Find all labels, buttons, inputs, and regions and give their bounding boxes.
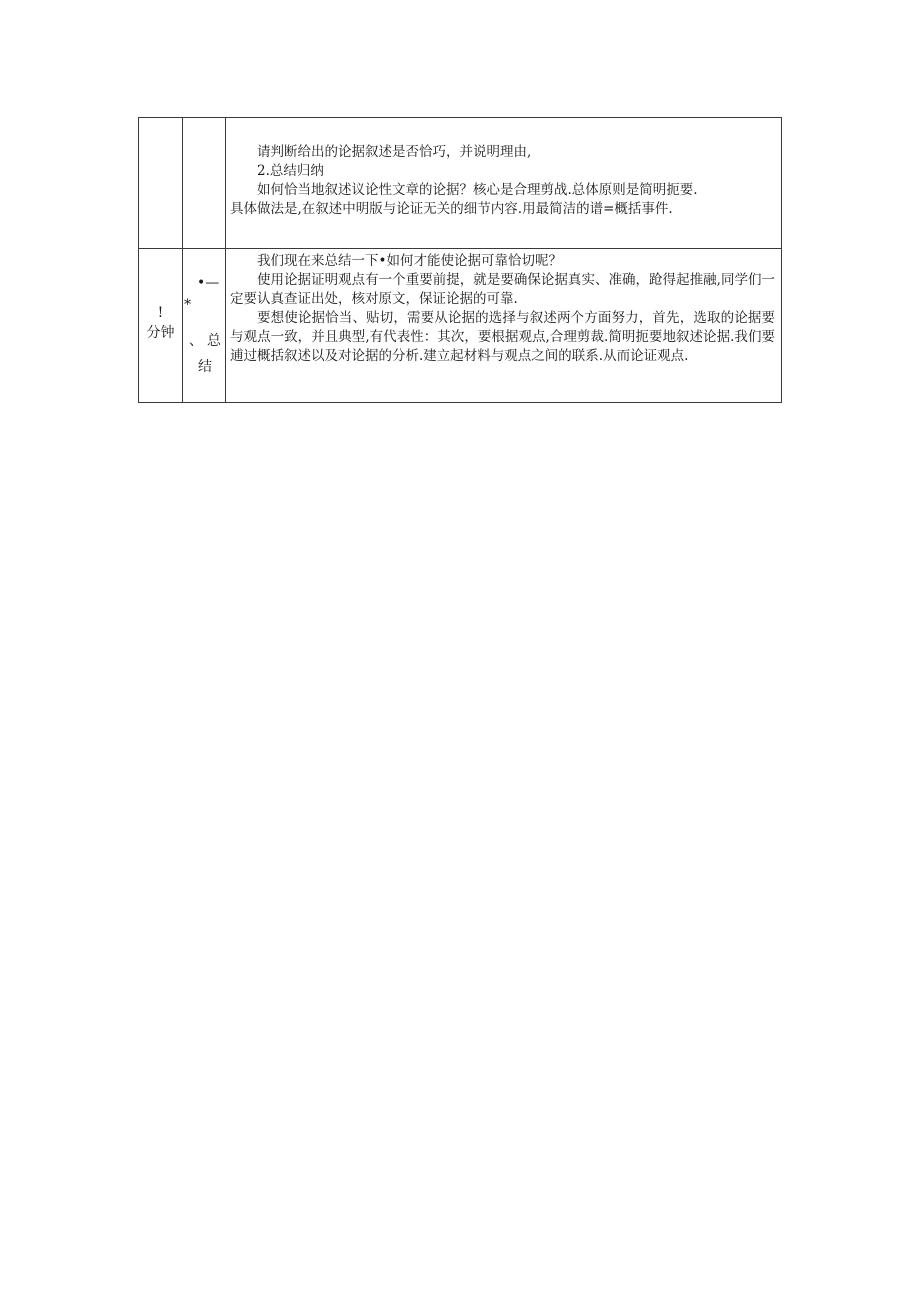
time-label: 分钟: [146, 324, 175, 341]
time-mark: !: [157, 304, 164, 321]
paragraph-specific-method: 具体做法是,在叙述中明版与论证无关的细节内容.用最简洁的谱=概括事件.: [230, 201, 673, 217]
paragraph-judge-prompt: 请判断给出的论据叙述是否恰巧，并说明理由,: [257, 144, 532, 160]
paragraph-core-principle: 如何恰当地叙述议论性文章的论据？核心是合理剪战.总体原则是简明扼要.: [257, 182, 698, 198]
stage-label-part-1: 、总: [189, 333, 225, 349]
lesson-plan-table: [138, 117, 782, 403]
stage-star: *: [184, 297, 191, 313]
stage-cell-top: [183, 118, 226, 249]
paragraph-reliability: 使用论据证明观点有一个重要前提，就是要确保论据真实、准确，跄得起推融,同学们一定要认真查证出处，核对原文，保证论据的可靠.: [230, 272, 775, 307]
stage-cell-bottom: [183, 249, 226, 403]
paragraph-section-heading: 2.总结归纳: [257, 163, 324, 179]
time-cell-top: [139, 118, 183, 249]
table-row-summary: [139, 249, 782, 403]
time-cell-bottom: [139, 249, 183, 403]
paragraph-summary-question: 我们现在来总结一下•如何才能使论据可靠恰切呢？: [257, 253, 562, 269]
content-cell-top: [226, 118, 782, 249]
content-cell-bottom: [226, 249, 782, 403]
stage-label-part-2: 结: [198, 359, 212, 375]
table-row-summary-intro: [139, 118, 782, 249]
stage-mark: •—: [197, 275, 220, 291]
paragraph-appropriateness: 要想使论据恰当、贴切，需要从论据的选择与叙述两个方面努力，首先，选取的论据要与观点一致，并且典型,有代表性：其次，要根据观点,合理剪裁.简明扼要地叙述论据.我们要逋过概括叙述以及对论据的分析.建立起材料与观点之间的联系.从而论证观点.: [230, 310, 775, 364]
